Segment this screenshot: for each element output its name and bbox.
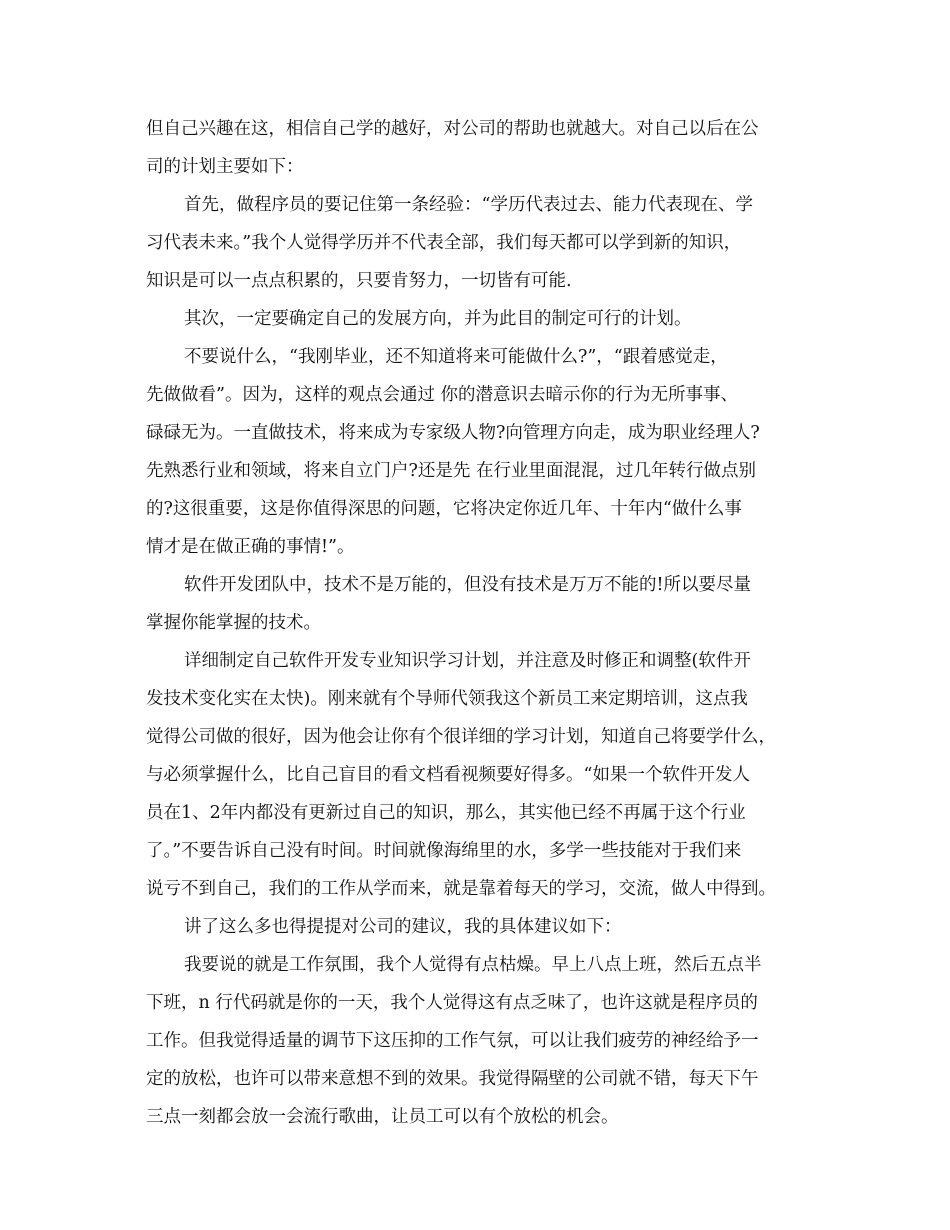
text-line: 的?这很重要，这是你值得深思的问题，它将决定你近几年、十年内“做什么事 [146,499,742,519]
paragraph-first-line: 讲了这么多也得提提对公司的建议，我的具体建议如下： [184,917,622,937]
paragraph-first-line: 其次，一定要确定自己的发展方向，并为此目的制定可行的计划。 [184,309,692,329]
text-line: 觉得公司做的很好，因为他会让你有个很详细的学习计划，知道自己将要学什么， [146,727,776,747]
text-line: 三点一刻都会放一会流行歌曲，让员工可以有个放松的机会。 [146,1107,619,1127]
text-line: 说亏不到自己，我们的工作从学而来，就是靠着每天的学习，交流，做人中得到。 [146,879,776,899]
text-line: 员在1、2年内都没有更新过自己的知识，那么，其实他已经不再属于这个行业 [146,803,746,823]
text-line: 了。”不要告诉自己没有时间。时间就像海绵里的水，多学一些技能对于我们来 [146,841,742,861]
paragraph-first-line: 我要说的就是工作氛围，我个人觉得有点枯燥。早上八点上班，然后五点半 [184,955,762,975]
text-line: 习代表未来。”我个人觉得学历并不代表全部，我们每天都可以学到新的知识， [146,233,742,253]
paragraph-first-line: 详细制定自己软件开发专业知识学习计划，并注意及时修正和调整(软件开 [184,651,751,671]
paragraph-first-line: 不要说什么，“我刚毕业，还不知道将来可能做什么?”，“跟着感觉走， [184,347,728,367]
text-line: 碌碌无为。一直做技术，将来成为专家级人物?向管理方向走，成为职业经理人? [146,423,760,443]
text-line: 知识是可以一点点积累的，只要肯努力，一切皆有可能. [146,271,572,291]
paragraph-first-line: 软件开发团队中，技术不是万能的，但没有技术是万万不能的!所以要尽量 [184,575,752,595]
text-line: 先熟悉行业和领域，将来自立门户?还是先 在行业里面混混，过几年转行做点别 [146,461,756,481]
text-line: 情才是在做正确的事情!”。 [146,537,355,557]
text-line: 先做做看”。因为，这样的观点会通过 你的潜意识去暗示你的行为无所事事、 [146,385,739,405]
text-line: 发技术变化实在太快)。刚来就有个导师代领我这个新员工来定期培训，这点我 [146,689,748,709]
text-line: 定的放松，也许可以带来意想不到的效果。我觉得隔壁的公司就不错，每天下午 [146,1069,759,1089]
text-line: 与必须掌握什么，比自己盲目的看文档看视频要好得多。“如果一个软件开发人 [146,765,750,785]
text-line: 司的计划主要如下： [146,157,304,177]
text-line: 下班，n 行代码就是你的一天，我个人觉得这有点乏味了，也许这就是程序员的 [146,993,758,1013]
text-line: 工作。但我觉得适量的调节下这压抑的工作气氛，可以让我们疲劳的神经给予一 [146,1031,759,1051]
text-line: 但自己兴趣在这，相信自己学的越好，对公司的帮助也就越大。对自己以后在公 [146,119,759,139]
paragraph-first-line: 首先，做程序员的要记住第一条经验：“学历代表过去、能力代表现在、学 [184,195,753,215]
text-line: 掌握你能掌握的技术。 [146,613,321,633]
